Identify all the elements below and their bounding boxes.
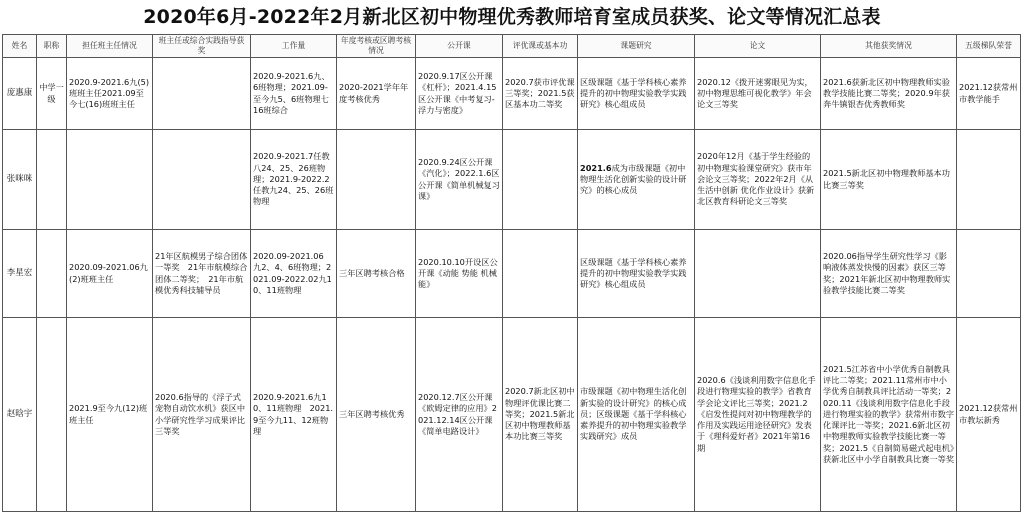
cell-open-class: 2020.9.17区公开课《杠杆》；2021.4.15区公开课《中考复习-浮力与密度》 — [416, 58, 503, 130]
cell-teaching-contest: 2020.7新北区初中物理评优课比赛二等奖；2021.5新北区初中物理教师基本功比赛三等奖 — [503, 318, 578, 512]
cell-class-awards: 21年区航模男子综合团体一等奖 21年市航模综合团体二等奖； 21年市航模优秀科技辅导员 — [153, 230, 251, 318]
cell-workload: 2020.09-2021.06 九2、4、6班物理；2021.09-2022.02九10、11班物理 — [251, 230, 337, 318]
cell-teaching-contest — [503, 230, 578, 318]
header-class-awards: 班主任或综合实践指导获奖 — [153, 35, 251, 58]
cell-other-awards: 2021.5江苏省中小学优秀自制教具评比二等奖；2021.11常州市中小学优秀自制教具评比活动一等奖；2020.11《浅谈利用数字信息化手段进行物理实验的教学》获常州市数字化课评比一等奖；2021.6新北区初中物理教师实验教学技能比赛一等奖；2021.5《自制简易磁式起电机》获新北区中小学自制教具比赛一等奖 — [821, 318, 957, 512]
cell-echelon: 2021.12获常州市教坛新秀 — [957, 318, 1021, 512]
header-annual-review: 年度考核或区聘考核情况 — [337, 35, 416, 58]
cell-class-teacher: 2021.9至今九(12)班班主任 — [67, 318, 153, 512]
cell-annual-review: 三年区聘考核优秀 — [337, 318, 416, 512]
table-row — [3, 230, 1021, 318]
cell-echelon — [957, 130, 1021, 230]
header-open-class: 公开课 — [416, 35, 503, 58]
table-row — [3, 130, 1021, 230]
header-papers: 论文 — [695, 35, 821, 58]
header-name: 姓名 — [3, 35, 37, 58]
cell-papers: 2020.12《拨开迷雾眼见为实，初中物理思维可视化教学》年会论文三等奖 — [695, 58, 821, 130]
header-rank: 职称 — [37, 35, 67, 58]
cell-annual-review — [337, 130, 416, 230]
cell-class-awards: 2020.6指导的《浮子式宠物自动饮水机》获区中小学研究性学习成果评比三等奖 — [153, 318, 251, 512]
cell-open-class: 2020.10.10开设区公开课《动能 势能 机械能》 — [416, 230, 503, 318]
cell-workload: 2020.9-2021.6九、6班物理；2021.09-至今九5、6班物理七16班综合 — [251, 58, 337, 130]
cell-class-awards — [153, 130, 251, 230]
cell-echelon — [957, 230, 1021, 318]
page-title: 2020年6月-2022年2月新北区初中物理优秀教师培育室成员获奖、论文等情况汇总表 — [143, 6, 881, 28]
cell-other-awards: 2020.06指导学生研究性学习《影响液体蒸发快慢的因素》获区三等奖；2021年新北区初中物理教师实验教学技能比赛二等奖 — [821, 230, 957, 318]
header-row — [3, 35, 1021, 58]
cell-class-teacher: 2020.9-2021.6九(5)班班主任2021.09至今七(16)班班主任 — [67, 58, 153, 130]
cell-workload: 2020.9-2021.6九10、11班物理 2021.9至今九11、12班物理 — [251, 318, 337, 512]
cell-open-class: 2020.9.24区公开课《汽化》；2022.1.6区公开课《简单机械复习课》 — [416, 130, 503, 230]
cell-research-text: 成为市级课题《初中物理生活化创新实验的设计研究》的核心成员 — [580, 162, 687, 196]
cell-workload: 2020.9-2021.7任教八24、25、26班物理；2021.9-2022.2任教九24、25、26班物理 — [251, 130, 337, 230]
cell-research: 区级课题《基于学科核心素养提升的初中物理实验教学实践研究》核心组成员 — [578, 58, 695, 130]
table-row — [3, 58, 1021, 130]
cell-research: 区级课题《基于学科核心素养提升的初中物理实验教学实践研究》核心组成员 — [578, 230, 695, 318]
cell-research-date: 2021.6 — [580, 162, 612, 173]
header-echelon: 五级梯队荣誉 — [957, 35, 1021, 58]
header-class-teacher: 担任班主任情况 — [67, 35, 153, 58]
cell-teaching-contest: 2020.7获市评优课三等奖；2021.5获区基本功二等奖 — [503, 58, 578, 130]
cell-name: 张咪咪 — [3, 130, 37, 230]
cell-teaching-contest — [503, 130, 578, 230]
cell-rank — [37, 230, 67, 318]
cell-rank — [37, 318, 67, 512]
cell-name: 赵晗宇 — [3, 318, 37, 512]
cell-echelon: 2021.12获常州市教学能手 — [957, 58, 1021, 130]
summary-table — [2, 34, 1021, 512]
cell-class-teacher: 2020.09-2021.06九(2)班班主任 — [67, 230, 153, 318]
cell-other-awards: 2021.5新北区初中物理教师基本功比赛三等奖 — [821, 130, 957, 230]
cell-rank: 中学一级 — [37, 58, 67, 130]
header-research: 课题研究 — [578, 35, 695, 58]
cell-annual-review: 三年区聘考核合格 — [337, 230, 416, 318]
cell-papers: 2020年12月《基于学生经验的初中物理实验课堂研究》获市年会论文三等奖；2022年2月《从生活中创新 优化作业设计》获新北区教育科研论文三等奖 — [695, 130, 821, 230]
cell-papers — [695, 230, 821, 318]
header-teaching-contest: 评优课或基本功 — [503, 35, 578, 58]
cell-rank — [37, 130, 67, 230]
cell-annual-review: 2020-2021学年年度考核优秀 — [337, 58, 416, 130]
cell-research — [578, 130, 695, 230]
header-workload: 工作量 — [251, 35, 337, 58]
cell-name: 庞惠康 — [3, 58, 37, 130]
cell-research: 市级课题《初中物理生活化创新实验的设计研究》的核心成员；区级课题《基于学科核心素养提升的初中物理实验教学实践研究》成员 — [578, 318, 695, 512]
table-row — [3, 318, 1021, 512]
header-other-awards: 其他获奖情况 — [821, 35, 957, 58]
cell-other-awards: 2021.6获新北区初中物理教师实验教学技能比赛二等奖；2020.9年获奔牛镇银杏优秀教师奖 — [821, 58, 957, 130]
cell-name: 李星宏 — [3, 230, 37, 318]
cell-class-teacher — [67, 130, 153, 230]
cell-papers: 2020.6《浅谈利用数字信息化手段进行物理实验的教学》省教育学会论文评比三等奖；2021.2《启发性提问对初中物理教学的作用及实践运用途径研究》发表于《理科爱好者》2021年第16期 — [695, 318, 821, 512]
cell-class-awards — [153, 58, 251, 130]
cell-open-class: 2020.12.7区公开课《欧姆定律的应用》2021.12.14区公开课《简单电路设计》 — [416, 318, 503, 512]
